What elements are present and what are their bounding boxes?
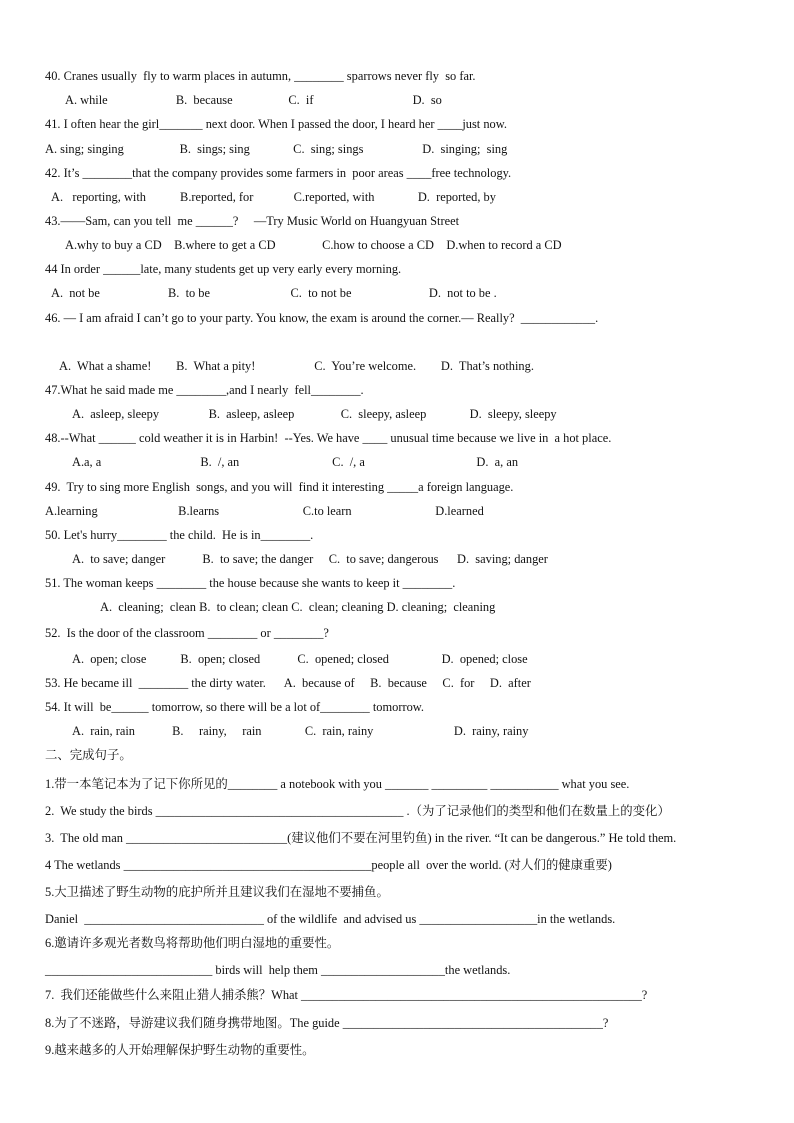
text-line: 1.带一本笔记本为了记下你所见的________ a notebook with you _______ _________ ___________ what you see. xyxy=(45,777,630,791)
text-line: A.why to buy a CD B.where to get a CD C.how to choose a CD D.when to record a CD xyxy=(65,238,562,252)
text-line: 54. It will be______ tomorrow, so there will be a lot of________ tomorrow. xyxy=(45,700,425,714)
text-line: 二、完成句子。 xyxy=(45,748,132,762)
text-line: A.learning B.learns C.to learn D.learned xyxy=(45,504,484,518)
text-line: 9.越来越多的人开始理解保护野生动物的重要性。 xyxy=(45,1043,315,1057)
text-line: 47.What he said made me ________,and I nearly fell________. xyxy=(45,383,364,397)
text-line: 43.——Sam, can you tell me ______? —Try Music World on Huangyuan Street xyxy=(45,214,460,228)
text-line: 6.邀请许多观光者数鸟将帮助他们明白湿地的重要性。 xyxy=(45,936,340,950)
text-line: 44 In order ______late, many students get up very early every morning. xyxy=(45,262,402,276)
text-line: 40. Cranes usually fly to warm places in autumn, ________ sparrows never fly so far. xyxy=(45,69,476,83)
text-line: 49. Try to sing more English songs, and you will find it interesting _____a foreign language. xyxy=(45,480,514,494)
text-line: 5.大卫描述了野生动物的庇护所并且建议我们在湿地不要捕鱼。 xyxy=(45,885,389,899)
text-line: A. asleep, sleepy B. asleep, asleep C. sleepy, asleep D. sleepy, sleepy xyxy=(72,407,557,421)
text-line: A.a, a B. /, an C. /, a D. a, an xyxy=(72,455,519,469)
text-line: A. while B. because C. if D. so xyxy=(65,93,442,107)
text-line: 46. — I am afraid I can’t go to your party. You know, the exam is around the corner.— Really? ____________. xyxy=(45,311,599,325)
text-line: 8.为了不迷路，导游建议我们随身携带地图。The guide __________________________________________? xyxy=(45,1016,609,1030)
text-line: 51. The woman keeps ________ the house because she wants to keep it ________. xyxy=(45,576,456,590)
text-line: A. to save; danger B. to save; the danger C. to save; dangerous D. saving; danger xyxy=(72,552,548,566)
text-line: A. open; close B. open; closed C. opened; closed D. opened; close xyxy=(72,652,528,666)
text-line: A. reporting, with B.reported, for C.reported, with D. reported, by xyxy=(51,190,496,204)
text-line: A. sing; singing B. sings; sing C. sing; sings D. singing; sing xyxy=(45,142,508,156)
text-line: A. rain, rain B. rainy, rain C. rain, rainy D. rainy, rainy xyxy=(72,724,529,738)
text-line: A. What a shame! B. What a pity! C. You’re welcome. D. That’s nothing. xyxy=(59,359,534,373)
text-line: 50. Let's hurry________ the child. He is in________. xyxy=(45,528,314,542)
text-line: 42. It’s ________that the company provides some farmers in poor areas ____free technology. xyxy=(45,166,512,180)
text-line: 7. 我们还能做些什么来阻止猎人捕杀熊？What _______________________________________________________? xyxy=(45,988,648,1002)
text-line: 53. He became ill ________ the dirty water. A. because of B. because C. for D. after xyxy=(45,676,531,690)
text-line: 3. The old man __________________________(建议他们不要在河里钓鱼) in the river. “It can be dangerous.” He told them. xyxy=(45,831,677,845)
text-line: A. not be B. to be C. to not be D. not to be . xyxy=(51,286,497,300)
text-line: A. cleaning; clean B. to clean; clean C. clean; cleaning D. cleaning; cleaning xyxy=(100,600,496,614)
text-line: 41. I often hear the girl_______ next door. When I passed the door, I heard her ____just now. xyxy=(45,117,507,131)
text-line: 4 The wetlands ________________________________________people all over the world. (对人们的健康重要) xyxy=(45,858,612,872)
text-line: ___________________________ birds will help them ____________________the wetlands. xyxy=(45,963,511,977)
text-line: 2. We study the birds ________________________________________ .（为了记录他们的类型和他们在数量上的变化） xyxy=(45,804,670,818)
text-line: 48.--What ______ cold weather it is in Harbin! --Yes. We have ____ unusual time because we live in a hot place. xyxy=(45,431,612,445)
text-line: Daniel _____________________________ of the wildlife and advised us ___________________in the wetlands. xyxy=(45,912,616,926)
text-line: 52. Is the door of the classroom ________ or ________? xyxy=(45,626,329,640)
